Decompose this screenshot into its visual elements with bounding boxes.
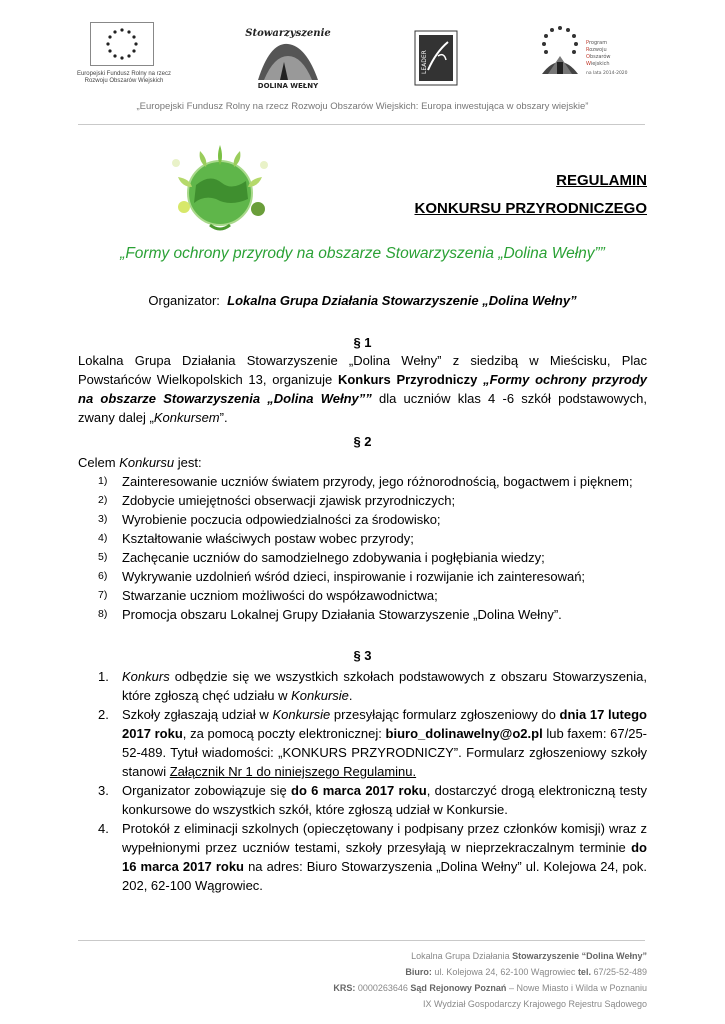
s3-i1-d: .	[348, 688, 353, 703]
footer-l3a: KRS:	[333, 983, 356, 993]
prow-letter-r: R	[586, 47, 590, 53]
stow-logo-bottom-text: DOLINA WEŁNY	[257, 82, 319, 90]
header-divider	[78, 124, 645, 125]
s3-i3-a: Organizator zobowiązuje się	[122, 783, 291, 798]
s3-i1-c: Konkursie	[291, 688, 349, 703]
prow-word-1: rogram	[588, 40, 608, 46]
s3-i2-email: biuro_dolinawelny@o2.pl	[385, 726, 543, 741]
prow-letter-w: W	[586, 61, 591, 67]
footer-l1b: Stowarzyszenie “Dolina Wełny”	[512, 951, 647, 961]
svg-text:Program	[586, 40, 607, 46]
document-subtitle-heading: KONKURSU PRZYRODNICZEGO	[414, 200, 647, 217]
list-item-text: Zachęcanie uczniów do samodzielnego zdobywania i pogłębiania wiedzy;	[122, 550, 545, 565]
list-item-number: 1)	[98, 475, 108, 487]
eu-caption-line2: Rozwoju Obszarów Wiejskich	[84, 78, 164, 84]
section-2-heading: § 2	[353, 434, 372, 449]
list-item	[78, 667, 647, 705]
s3-i3-deadline: do 6 marca 2017 roku	[291, 783, 427, 798]
list-item	[78, 472, 647, 491]
leader-logo	[414, 30, 458, 86]
s3-i2-g: lub faxem: 67/25-52-489. Tytuł wiadomości: „KONKURS PRZYRODNICZY”. Formularz zgłoszeniowy szkoły stanowi	[122, 726, 647, 779]
footer-l2a: Biuro:	[405, 967, 432, 977]
section-1-text	[78, 351, 647, 427]
section-3-body	[78, 667, 647, 895]
list-item-text: Wykrywanie uzdolnień wśród dzieci, inspirowanie i rozwijanie ich zainteresowań;	[122, 569, 586, 584]
s3-i4-a: Protokół z eliminacji szkolnych (opieczętowany i podpisany przez członków komisji) wraz z wypełnionymi przez uczniów testami, szkoły przesyłają w nieprzekraczalnym terminie	[122, 821, 647, 855]
footer-l3b: 0000263646	[355, 983, 411, 993]
motto: „Europejski Fundusz Rolny na rzecz Rozwoju Obszarów Wiejskich: Europa inwestująca w obszary wiejskie”	[136, 101, 589, 112]
section-1-heading: § 1	[353, 335, 372, 350]
footer-line-4: IX Wydział Gospodarczy Krajowego Rejestru Sądowego	[422, 999, 647, 1009]
list-item	[78, 605, 647, 624]
eu-flag-logo	[90, 22, 154, 66]
s3-i2-deadline: dnia 17 lutego 2017 roku	[122, 707, 647, 741]
footer-l1a: Lokalna Grupa Działania	[411, 951, 513, 961]
list-item-text: Wyrobienie poczucia odpowiedzialności za środowisko;	[122, 512, 441, 527]
s2-intro-a: Celem	[78, 455, 120, 470]
s3-i2-c: przesyłając formularz zgłoszeniowy do	[330, 707, 560, 722]
list-item-number: 7)	[98, 589, 108, 601]
s1-text-b: Konkurs Przyrodniczy	[337, 372, 484, 387]
list-item	[78, 529, 647, 548]
section-3-heading: § 3	[353, 648, 372, 663]
s3-item-3-num: 3.	[98, 783, 109, 798]
list-item-text: Promocja obszaru Lokalnej Grupy Działania Stowarzyszenie „Dolina Wełny”.	[122, 607, 562, 622]
list-item-text: Kształtowanie właściwych postaw wobec przyrody;	[122, 531, 414, 546]
footer-line-1	[300, 948, 647, 964]
s3-i2-a: Szkoły zgłaszają udział w	[122, 707, 273, 722]
svg-text:Wiejskich	[586, 61, 610, 67]
document-title: REGULAMIN	[556, 172, 647, 189]
contest-name: „Formy ochrony przyrody na obszarze Stowarzyszenia „Dolina Wełny””	[120, 245, 605, 262]
s3-i1-b: odbędzie się we wszystkich szkołach podstawowych z obszaru Stowarzyszenia, które zgłoszą chęć udziału w	[122, 669, 647, 703]
section-2-intro	[78, 453, 647, 472]
prow-word-4: iejskich	[590, 61, 610, 67]
svg-text:Obszarów	[586, 53, 611, 60]
footer-l2b: ul. Kolejowa 24, 62-100 Wągrowiec	[431, 967, 578, 977]
s3-item-2-num: 2.	[98, 707, 109, 722]
organizer-label: Organizator:	[148, 293, 220, 308]
s2-intro-b: Konkursu	[119, 455, 175, 470]
s3-item-1-num: 1.	[98, 669, 109, 684]
s3-i2-attachment: Załącznik Nr 1 do niniejszego Regulaminu.	[169, 764, 417, 779]
list-item	[78, 781, 647, 819]
stowarzyszenie-logo	[245, 22, 331, 90]
list-item	[78, 586, 647, 605]
prow-word-2: ozwoju	[589, 47, 607, 53]
prow-letter-o: O	[586, 54, 590, 60]
s3-i2-e: , za pomocą poczty elektronicznej:	[182, 726, 386, 741]
list-item	[78, 491, 647, 510]
footer-l2c: tel.	[577, 967, 591, 977]
list-item	[78, 548, 647, 567]
list-item	[78, 510, 647, 529]
organizer-name: Lokalna Grupa Działania Stowarzyszenie „Dolina Wełny”	[227, 293, 577, 308]
nature-globe-illustration	[160, 137, 280, 237]
leader-text: LEADER	[421, 50, 428, 74]
eu-caption-line1: Europejski Fundusz Rolny na rzecz	[76, 71, 172, 77]
s1-text-a: Lokalna Grupa Działania Stowarzyszenie „Dolina Wełny” z siedzibą w Mieścisku, Plac Powstańców Wielkopolskich 13, organizuje	[78, 353, 647, 387]
s3-item-4-num: 4.	[98, 821, 109, 836]
list-item	[78, 567, 647, 586]
list-item-text: Stwarzanie uczniom możliwości do współzawodnictwa;	[122, 588, 438, 603]
footer-l3c: Sąd Rejonowy Poznań	[410, 983, 507, 993]
s3-i3-c: , dostarczyć drogą elektroniczną testy konkursowe do wszystkich szkół, które zgłoszą udział w Konkursie.	[122, 783, 647, 817]
footer	[300, 948, 647, 1012]
s1-contest-name: „Formy ochrony przyrody na obszarze Stowarzyszenia „Dolina Wełny””	[78, 372, 647, 406]
footer-line-2	[300, 964, 647, 980]
prow-word-3: bszarów	[589, 54, 611, 60]
list-item-number: 5)	[98, 551, 108, 563]
organizer-line	[78, 293, 647, 308]
s1-text-e: ”.	[219, 410, 228, 425]
s2-intro-c: jest:	[174, 455, 202, 470]
prow-years: na lata 2014-2020	[586, 71, 628, 76]
s3-i1-a: Konkurs	[122, 669, 170, 684]
list-item-number: 8)	[98, 608, 108, 620]
footer-l3d: – Nowe Miasto i Wilda w Poznaniu	[506, 983, 647, 993]
s3-i4-deadline: do 16 marca 2017 roku	[122, 840, 647, 874]
stow-logo-top-text: Stowarzyszenie	[245, 28, 331, 39]
list-item-text: Zdobycie umiejętności obserwacji zjawisk przyrodniczych;	[122, 493, 456, 508]
prow-letter-p: P	[586, 40, 589, 46]
section-2-body	[78, 453, 647, 624]
s3-i4-c: na adres: Biuro Stowarzyszenia „Dolina Wełny” ul. Kolejowa 24, pok. 202, 62-100 Wągrowiec.	[122, 859, 647, 893]
list-item-number: 6)	[98, 570, 108, 582]
list-item	[78, 705, 647, 781]
eu-caption	[70, 71, 178, 85]
footer-l2d: 67/25-52-489	[590, 967, 647, 977]
list-item-number: 4)	[98, 532, 108, 544]
footer-line-3	[300, 980, 647, 996]
list-item-text: Zainteresowanie uczniów światem przyrody, jego różnorodnością, bogactwem i pięknem;	[122, 474, 633, 489]
s3-i2-b: Konkursie	[272, 707, 331, 722]
prow-logo	[538, 22, 628, 88]
section-2-goal-list	[78, 472, 647, 624]
list-item-number: 3)	[98, 513, 108, 525]
svg-text:Rozwoju	[586, 47, 607, 53]
footer-divider	[78, 940, 645, 941]
s1-text-c: dla uczniów klas 4 -6 szkół podstawowych, zwany dalej „	[78, 391, 647, 425]
s1-text-d: Konkursem	[153, 410, 220, 425]
list-item-number: 2)	[98, 494, 108, 506]
list-item	[78, 819, 647, 895]
